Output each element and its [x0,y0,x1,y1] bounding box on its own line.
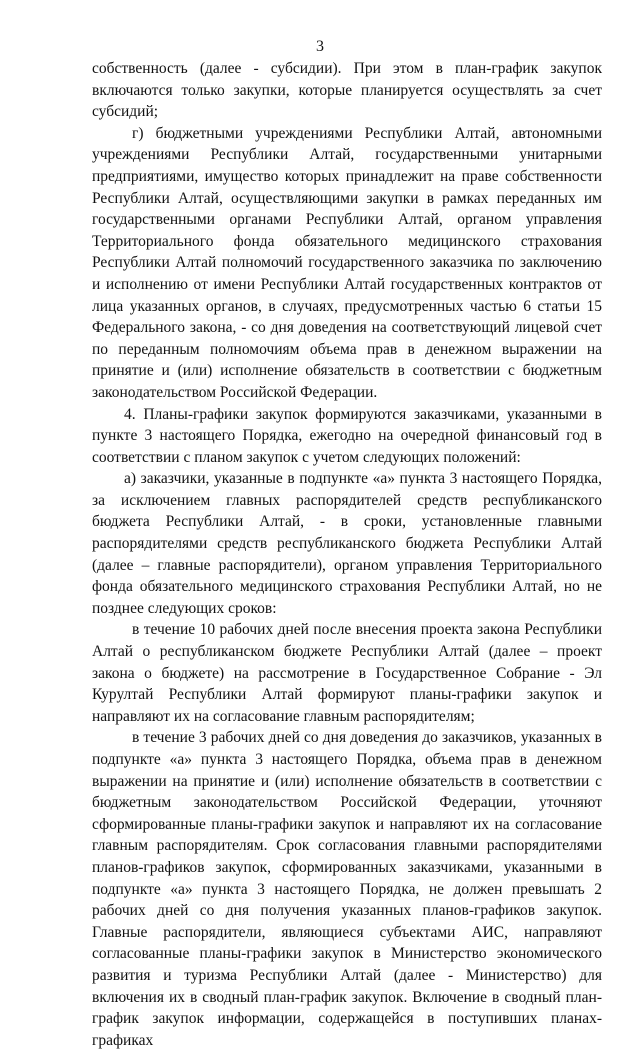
page-number: 3 [316,38,324,55]
document-body [92,58,602,1051]
paragraph-10-days: в течение 10 рабочих дней после внесения проекта закона Республики Алтай о республиканском бюджете Республики Алтай (далее – проект закона о бюджете) на рассмотрение в Государственное Собрание - Эл Курултай Республики Алтай формируют планы-графики закупок и направляют их на согласование главным распорядителям; [92,621,602,725]
paragraph-subitem-a: а) заказчики, указанные в подпункте «а» пункта 3 настоящего Порядка, за исключением главных распорядителей средств республиканского бюджета Республики Алтай, - в сроки, установленные главными распорядителями средств республиканского бюджета Республики Алтай (далее – главные распорядители), органом управления Территориального фонда обязательного медицинского страхования Республики Алтай, но не позднее следующих сроков: [92,470,602,617]
paragraph-item-4: 4. Планы-графики закупок формируются заказчиками, указанными в пункте 3 настоящего Порядка, ежегодно на очередной финансовый год в соответствии с планом закупок с учетом следующих положений: [92,405,602,466]
paragraph-3-days: в течение 3 рабочих дней со дня доведения до заказчиков, указанных в подпункте «а» пункта 3 настоящего Порядка, объема прав в денежном выражении на принятие и (или) исполнение обязательств в соответствии с бюджетным законодательством Российской Федерации, уточняют сформированные планы-графики закупок и направляют их на согласование главным распорядителям. Срок согласования главными распорядителями планов-графиков закупок, сформированных заказчиками, указанными в подпункте «а» пункта 3 настоящего Порядка, не должен превышать 2 рабочих дней со дня получения указанных планов-графиков закупок. Главные распорядители, являющиеся субъектами АИС, направляют согласованные планы-графики закупок в Министерство экономического развития и туризма Республики Алтай (далее - Министерство) для включения их в сводный план-график закупок. Включение в сводный план-график закупок информации, содержащейся в поступивших планах-графиках [92,729,602,1049]
paragraph-subitem-g: г) бюджетными учреждениями Республики Алтай, автономными учреждениями Республики Алтай, государственными унитарными предприятиями, имущество которых принадлежит на праве собственности Республики Алтай, осуществляющими закупки в рамках переданных им государственными органами Республики Алтай, органом управления Территориального фонда обязательного медицинского страхования Республики Алтай полномочий государственного заказчика по заключению и исполнению от имени Республики Алтай государственных контрактов от лица указанных органов, в случаях, предусмотренных частью 6 статьи 15 Федерального закона, - со дня доведения на соответствующий лицевой счет по переданным полномочиям объема прав в денежном выражении на принятие и (или) исполнение обязательств в соответствии с бюджетным законодательством Российской Федерации. [92,124,602,401]
paragraph-subsidy-continuation: собственность (далее - субсидии). При этом в план-график закупок включаются только закупки, которые планируется осуществлять за счет субсидий; [92,60,602,121]
